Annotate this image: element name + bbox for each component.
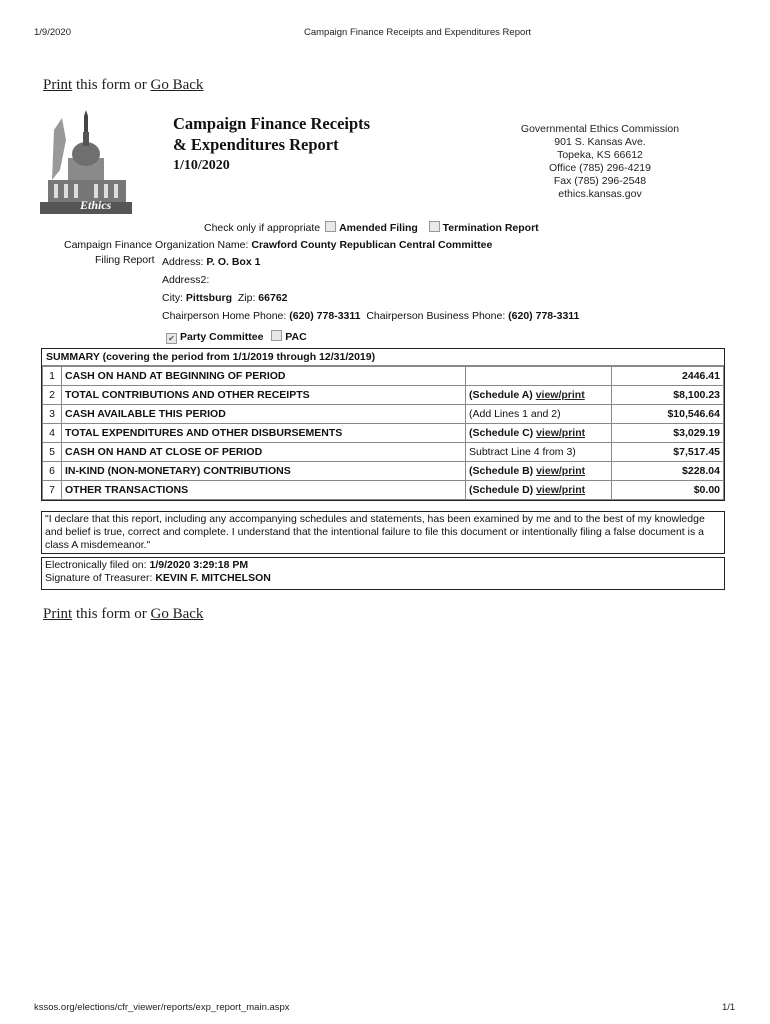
summary-line-description: CASH ON HAND AT CLOSE OF PERIOD [62,443,466,462]
print-url: kssos.org/elections/cfr_viewer/reports/exp_report_main.aspx [34,1002,290,1013]
biz-phone-label: Chairperson Business Phone: [366,310,506,322]
declaration-box [41,511,725,554]
schedule-label: (Add Lines 1 and 2) [469,408,561,420]
print-date: 1/9/2020 [34,27,71,38]
city-label: City: [162,292,183,304]
summary-schedule-cell [466,481,612,500]
summary-row [43,405,724,424]
filed-row [45,559,721,572]
schedule-label: (Schedule C) [469,427,537,439]
summary-line-description: TOTAL CONTRIBUTIONS AND OTHER RECEIPTS [62,386,466,405]
filed-value: 1/9/2020 3:29:18 PM [149,559,249,571]
filed-label: Electronically filed on: [45,559,147,571]
filing-report-label: Filing Report [95,254,155,266]
view-print-link[interactable]: view/print [536,484,586,496]
summary-row [43,367,724,386]
summary-row [43,424,724,443]
report-title-line2: & Expenditures Report [173,135,339,154]
committee-type-row [164,330,307,344]
view-print-link[interactable]: view/print [535,389,585,401]
summary-line-description: CASH ON HAND AT BEGINNING OF PERIOD [62,367,466,386]
summary-line-amount: $7,517.45 [612,443,724,462]
summary-line-amount: 2446.41 [612,367,724,386]
address-row [162,256,260,268]
org-name: Crawford County Republican Central Committee [251,239,493,251]
report-title-line1: Campaign Finance Receipts [173,114,371,133]
signature-value: KEVIN F. MITCHELSON [155,572,271,584]
check-prompt: Check only if appropriate [204,222,321,234]
summary-table [42,366,724,500]
summary-line-description: TOTAL EXPENDITURES AND OTHER DISBURSEMENTS [62,424,466,443]
summary-line-amount: $228.04 [612,462,724,481]
phone-row [162,310,579,322]
address-value: P. O. Box 1 [206,256,261,268]
go-back-link-bottom[interactable]: Go Back [150,606,204,622]
signature-label: Signature of Treasurer: [45,572,153,584]
zip-value: 66762 [258,292,288,304]
agency-office: Office (785) 296-4219 [549,162,651,174]
view-print-link[interactable]: view/print [536,427,586,439]
pac-label: PAC [285,331,307,343]
agency-name: Governmental Ethics Commission [520,123,680,135]
summary-heading: SUMMARY (covering the period from 1/1/2019 through 12/31/2019) [42,349,724,366]
schedule-label: (Schedule B) [469,465,537,477]
city-row [162,292,288,304]
summary-line-number: 1 [43,367,62,386]
summary-line-number: 5 [43,443,62,462]
summary-schedule-cell [466,367,612,386]
amended-label: Amended Filing [339,222,418,234]
nav-bottom [43,606,203,623]
city-value: Pittsburg [185,292,233,304]
schedule-label: Subtract Line 4 from 3) [469,446,576,458]
termination-checkbox[interactable] [429,221,440,232]
agency-block [500,123,700,201]
summary-row [43,386,724,405]
address-label: Address: [162,256,204,268]
summary-schedule-cell [466,462,612,481]
report-title [173,113,370,176]
agency-fax: Fax (785) 296-2548 [553,175,647,187]
print-link[interactable]: Print [43,77,73,93]
amended-checkbox[interactable] [325,221,336,232]
nav-mid-text-bottom: this form or [72,606,151,622]
agency-web: ethics.kansas.gov [558,188,642,200]
filing-box [41,557,725,590]
summary-line-amount: $3,029.19 [612,424,724,443]
print-title: Campaign Finance Receipts and Expenditures Report [304,27,532,38]
summary-schedule-cell [466,424,612,443]
schedule-label: (Schedule D) [469,484,537,496]
summary-row [43,481,724,500]
summary-line-number: 3 [43,405,62,424]
summary-schedule-cell [466,405,612,424]
agency-city: Topeka, KS 66612 [557,149,643,161]
summary-row [43,462,724,481]
termination-label: Termination Report [442,222,539,234]
nav-top [43,77,203,94]
summary-line-amount: $10,546.64 [612,405,724,424]
summary-line-amount: $0.00 [612,481,724,500]
agency-street: 901 S. Kansas Ave. [554,136,646,148]
summary-line-number: 7 [43,481,62,500]
summary-row [43,443,724,462]
biz-phone: (620) 778-3311 [508,310,580,322]
nav-mid-text: this form or [72,77,151,93]
view-print-link[interactable]: view/print [536,465,586,477]
check-row [204,221,539,234]
party-committee-checkbox[interactable]: ✔ [166,333,177,344]
summary-schedule-cell [466,386,612,405]
go-back-link[interactable]: Go Back [150,77,204,93]
party-committee-label: Party Committee [180,331,264,343]
pac-checkbox[interactable] [271,330,282,341]
summary-line-amount: $8,100.23 [612,386,724,405]
print-page-number: 1/1 [722,1002,736,1013]
zip-label: Zip: [237,292,256,304]
report-date: 1/10/2020 [173,158,230,173]
summary-section [41,348,725,501]
summary-line-number: 2 [43,386,62,405]
logo-label: Ethics [80,198,112,212]
address2-label: Address2: [162,274,210,286]
home-phone-label: Chairperson Home Phone: [162,310,287,322]
summary-line-number: 4 [43,424,62,443]
summary-line-description: OTHER TRANSACTIONS [62,481,466,500]
print-link-bottom[interactable]: Print [43,606,73,622]
home-phone: (620) 778-3311 [289,310,361,322]
declaration-text: "I declare that this report, including any accompanying schedules and statements, has been examined by me and to the best of my knowledge and belief is true, correct and complete. I understand that the intentional failure to file this document or intentionally filing a false document is a class A misdemeanor." [45,513,705,551]
schedule-label: (Schedule A) [469,389,536,401]
summary-line-description: CASH AVAILABLE THIS PERIOD [62,405,466,424]
summary-line-number: 6 [43,462,62,481]
org-name-row [64,239,492,251]
ethics-logo [40,110,132,214]
signature-row [45,572,721,585]
org-name-label: Campaign Finance Organization Name: [64,239,249,251]
summary-schedule-cell [466,443,612,462]
summary-line-description: IN-KIND (NON-MONETARY) CONTRIBUTIONS [62,462,466,481]
